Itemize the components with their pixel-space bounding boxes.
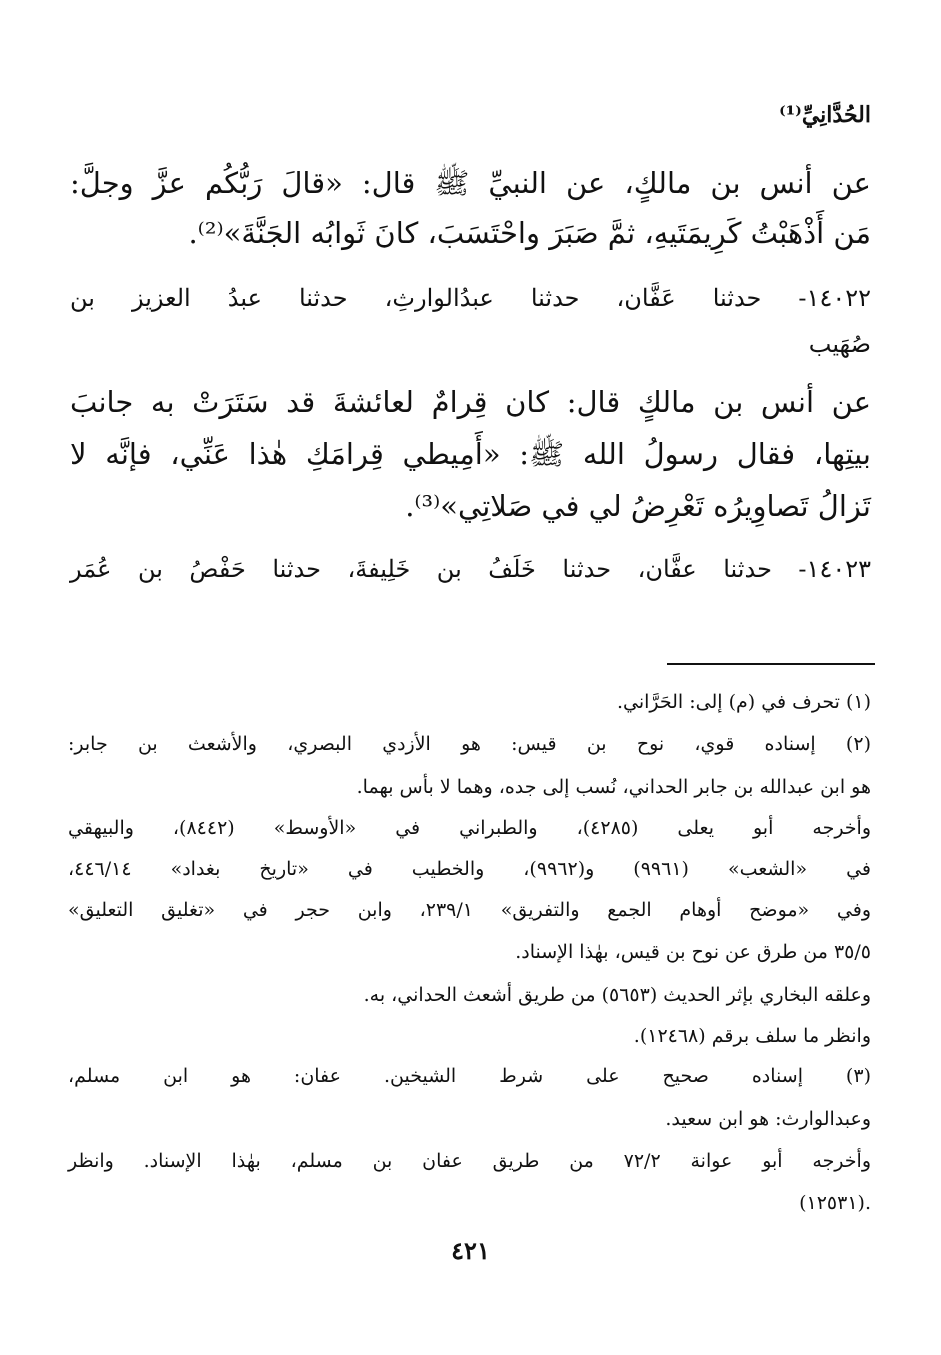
section-heading: الحُدَّانِيِّ⁽¹⁾ — [779, 102, 871, 128]
footnote-line: وفي «موضح أوهام الجمع والتفريق» ٢٣٩/١، وابن حجر في «تغليق التعليق» — [68, 899, 871, 921]
footnote-line: وأخرجه أبو عوانة ٧٢/٢ من طريق عفان بن مسلم، بهٰذا الإسناد. وانظر — [68, 1150, 871, 1172]
footnote-line: (١) تحرف في (م) إلى: الحَرَّاني. — [616, 691, 871, 713]
hadith-text-line: بيتِها، فقال رسولُ الله ﷺ: «أَمِيطي قِرامَكِ هٰذا عَنِّي، فإنَّه لا — [70, 437, 871, 471]
footnote-line: وعبدالوارث: هو ابن سعيد. — [665, 1108, 871, 1130]
hadith-text-line: عن أنس بن مالكٍ قال: كان قِرامٌ لعائشةَ قد سَتَرَتْ به جانبَ — [70, 385, 871, 419]
isnad-line: ١٤٠٢٢- حدثنا عَفَّان، حدثنا عبدُالوارثِ، حدثنا عبدُ العزيز بن — [70, 284, 871, 312]
hadith-text-line: تَزالُ تَصاوِيرُه تَعْرِضُ لي في صَلاتِي»⁽³⁾. — [405, 489, 871, 523]
footnote-line: (١٢٥٣١). — [799, 1192, 871, 1214]
footnote-line: (٢) إسناده قوي، نوح بن قيس: هو الأزدي البصري، والأشعث بن جابر: — [68, 733, 871, 755]
page-number: ٤٢١ — [451, 1236, 490, 1265]
isnad-line: صُهَيب — [808, 330, 871, 358]
footnote-line: وعلقه البخاري بإثر الحديث (٥٦٥٣) من طريق أشعث الحداني، به. — [363, 984, 871, 1006]
footnote-line: وأخرجه أبو يعلى (٤٢٨٥)، والطبراني في «الأوسط» (٨٤٤٢)، والبيهقي — [68, 817, 871, 839]
footnote-line: ٣٥/٥ من طرق عن نوح بن قيس، بهٰذا الإسناد. — [515, 941, 871, 963]
isnad-line: ١٤٠٢٣- حدثنا عفَّان، حدثنا خَلَفُ بن خَلِيفةَ، حدثنا حَفْصُ بن عُمَر — [70, 555, 871, 583]
footnote-line: (٣) إسناده صحيح على شرط الشيخين. عفان: هو ابن مسلم، — [68, 1065, 871, 1087]
footnote-line: هو ابن عبدالله بن جابر الحداني، نُسب إلى جده، وهما لا بأس بهما. — [356, 776, 871, 798]
footnote-line: وانظر ما سلف برقم (١٢٤٦٨). — [633, 1025, 871, 1047]
hadith-text-line: عن أنس بن مالكٍ، عن النبيِّ ﷺ قال: «قالَ رَبُّكُم عزَّ وجلَّ: — [70, 166, 871, 200]
footnote-divider — [667, 663, 875, 665]
hadith-text-line: مَن أَذْهَبْتُ كَرِيمَتَيهِ، ثمَّ صَبَرَ واحْتَسَبَ، كانَ ثَوابُه الجَنَّةَ»⁽²⁾. — [188, 216, 871, 250]
footnote-line: في «الشعب» (٩٩٦١) و(٩٩٦٢)، والخطيب في «تاريخ بغداد» ٤٤٦/١٤، — [68, 858, 872, 880]
